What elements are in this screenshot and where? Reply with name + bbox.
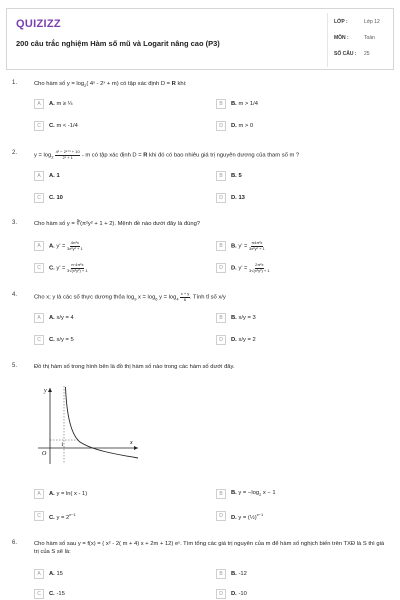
option-b[interactable]: B B. m > 1/4 [216,98,374,110]
x-axis-label: x [130,440,133,446]
question-text: Cho hàm số y = ∛(π²y² + 1 + 2). Mệnh đề nào dưới đây là đúng? [34,221,201,227]
option-b[interactable]: B B. $y = -\log_2$ x − 1 [216,488,374,500]
y-axis-label: y [44,388,47,394]
x-axis-arrow [134,446,138,450]
option-d[interactable]: D D. m > 0 [216,120,374,132]
option-a[interactable]: A A. x/y = 4 [34,312,192,324]
option-c[interactable]: C C. y' = $\frac{\text{π·4π²x}}{\text{3√(x²y²) + 1}}$ [34,262,192,274]
question-text: $y = \log_2$ $\frac{\text{4ˣ − 2ˣ⁺¹ + 10}}{\text{2ˣ + 1}}$ - m có tập xác định D = R khi đó có bao nhiêu giá trị nguyên dương của tham số m ? [34,149,300,160]
option-c[interactable]: C C. $y = 2^{x-1}$ [34,510,192,522]
function-graph [34,382,144,466]
question-number: 1. [12,80,18,86]
question-text: Cho hàm số sau y = f(x) = ( x² - 2( m + 4) x + 2m + 12) eˣ. Tìm tổng các giá trị nguyên của m để hàm số nghịch biến trên TXĐ là S thì giá trị của S sẽ là: [34,541,385,555]
meta-class: LỚP : Lớp 12 [334,19,380,25]
question-text: Đồ thị hàm số trong hình bên là đồ thị hàm số nào trong các hàm số dưới đây. [34,364,235,370]
option-a[interactable]: A A. m ≥ ¼ [34,98,192,110]
question-number: 2. [12,150,18,156]
option-a[interactable]: A A. 1 [34,170,192,182]
option-c[interactable]: C C. 10 [34,192,192,204]
option-d[interactable]: D D. y = (½)$^{x-1}$ [216,510,374,522]
question-text: Cho x; y là các số thực dương thỏa $\log_9 x = \log_6 y = \log_4$ $\frac{x + y}{6}$ . Tính tỉ số x/y [34,291,226,302]
option-d[interactable]: D D. -10 [216,588,374,600]
option-c[interactable]: C C. -15 [34,588,192,600]
option-d[interactable]: D D. x/y = 2 [216,334,374,346]
question-number: 5. [12,363,18,369]
option-a[interactable]: A A. y' = $\frac{\text{4π²x}}{\text{3x²y² + 1}}$ [34,240,192,252]
question-text: Cho hàm số $y = \log_2$( 4ˣ - 2ˣ + m) có tập xác định D = R khi: [34,81,187,89]
question-number: 3. [12,220,18,226]
option-b[interactable]: B B. y' = $\frac{\text{π4π²x}}{\text{3x²y² + 1}}$ [216,240,374,252]
tick-label-1: 1 [61,442,64,448]
option-b[interactable]: B B. 5 [216,170,374,182]
option-a[interactable]: A A. 15 [34,568,192,580]
option-d[interactable]: D D. y' = $\frac{\text{2π²x}}{\text{3√(x²y²) + 1}}$ [216,262,374,274]
option-c[interactable]: C C. m < -1/4 [34,120,192,132]
question-number: 4. [12,292,18,298]
option-d[interactable]: D D. 13 [216,192,374,204]
origin-label: O [42,451,47,457]
meta-info [327,13,393,67]
worksheet-header [6,8,394,70]
option-c[interactable]: C C. x/y = 5 [34,334,192,346]
y-axis-arrow [48,388,52,392]
function-curve [66,387,139,458]
quizizz-logo: QUIZIZZ [16,18,61,30]
page-title: 200 câu trắc nghiệm Hàm số mũ và Logarit nâng cao (P3) [16,39,220,48]
meta-count: SỐ CÂU : 25 [334,51,370,57]
question-number: 6. [12,540,18,546]
meta-subject: MÔN : Toán [334,35,375,41]
option-b[interactable]: B B. x/y = 3 [216,312,374,324]
option-a[interactable]: A A. y = ln( x - 1) [34,488,192,500]
option-b[interactable]: B B. -12 [216,568,374,580]
